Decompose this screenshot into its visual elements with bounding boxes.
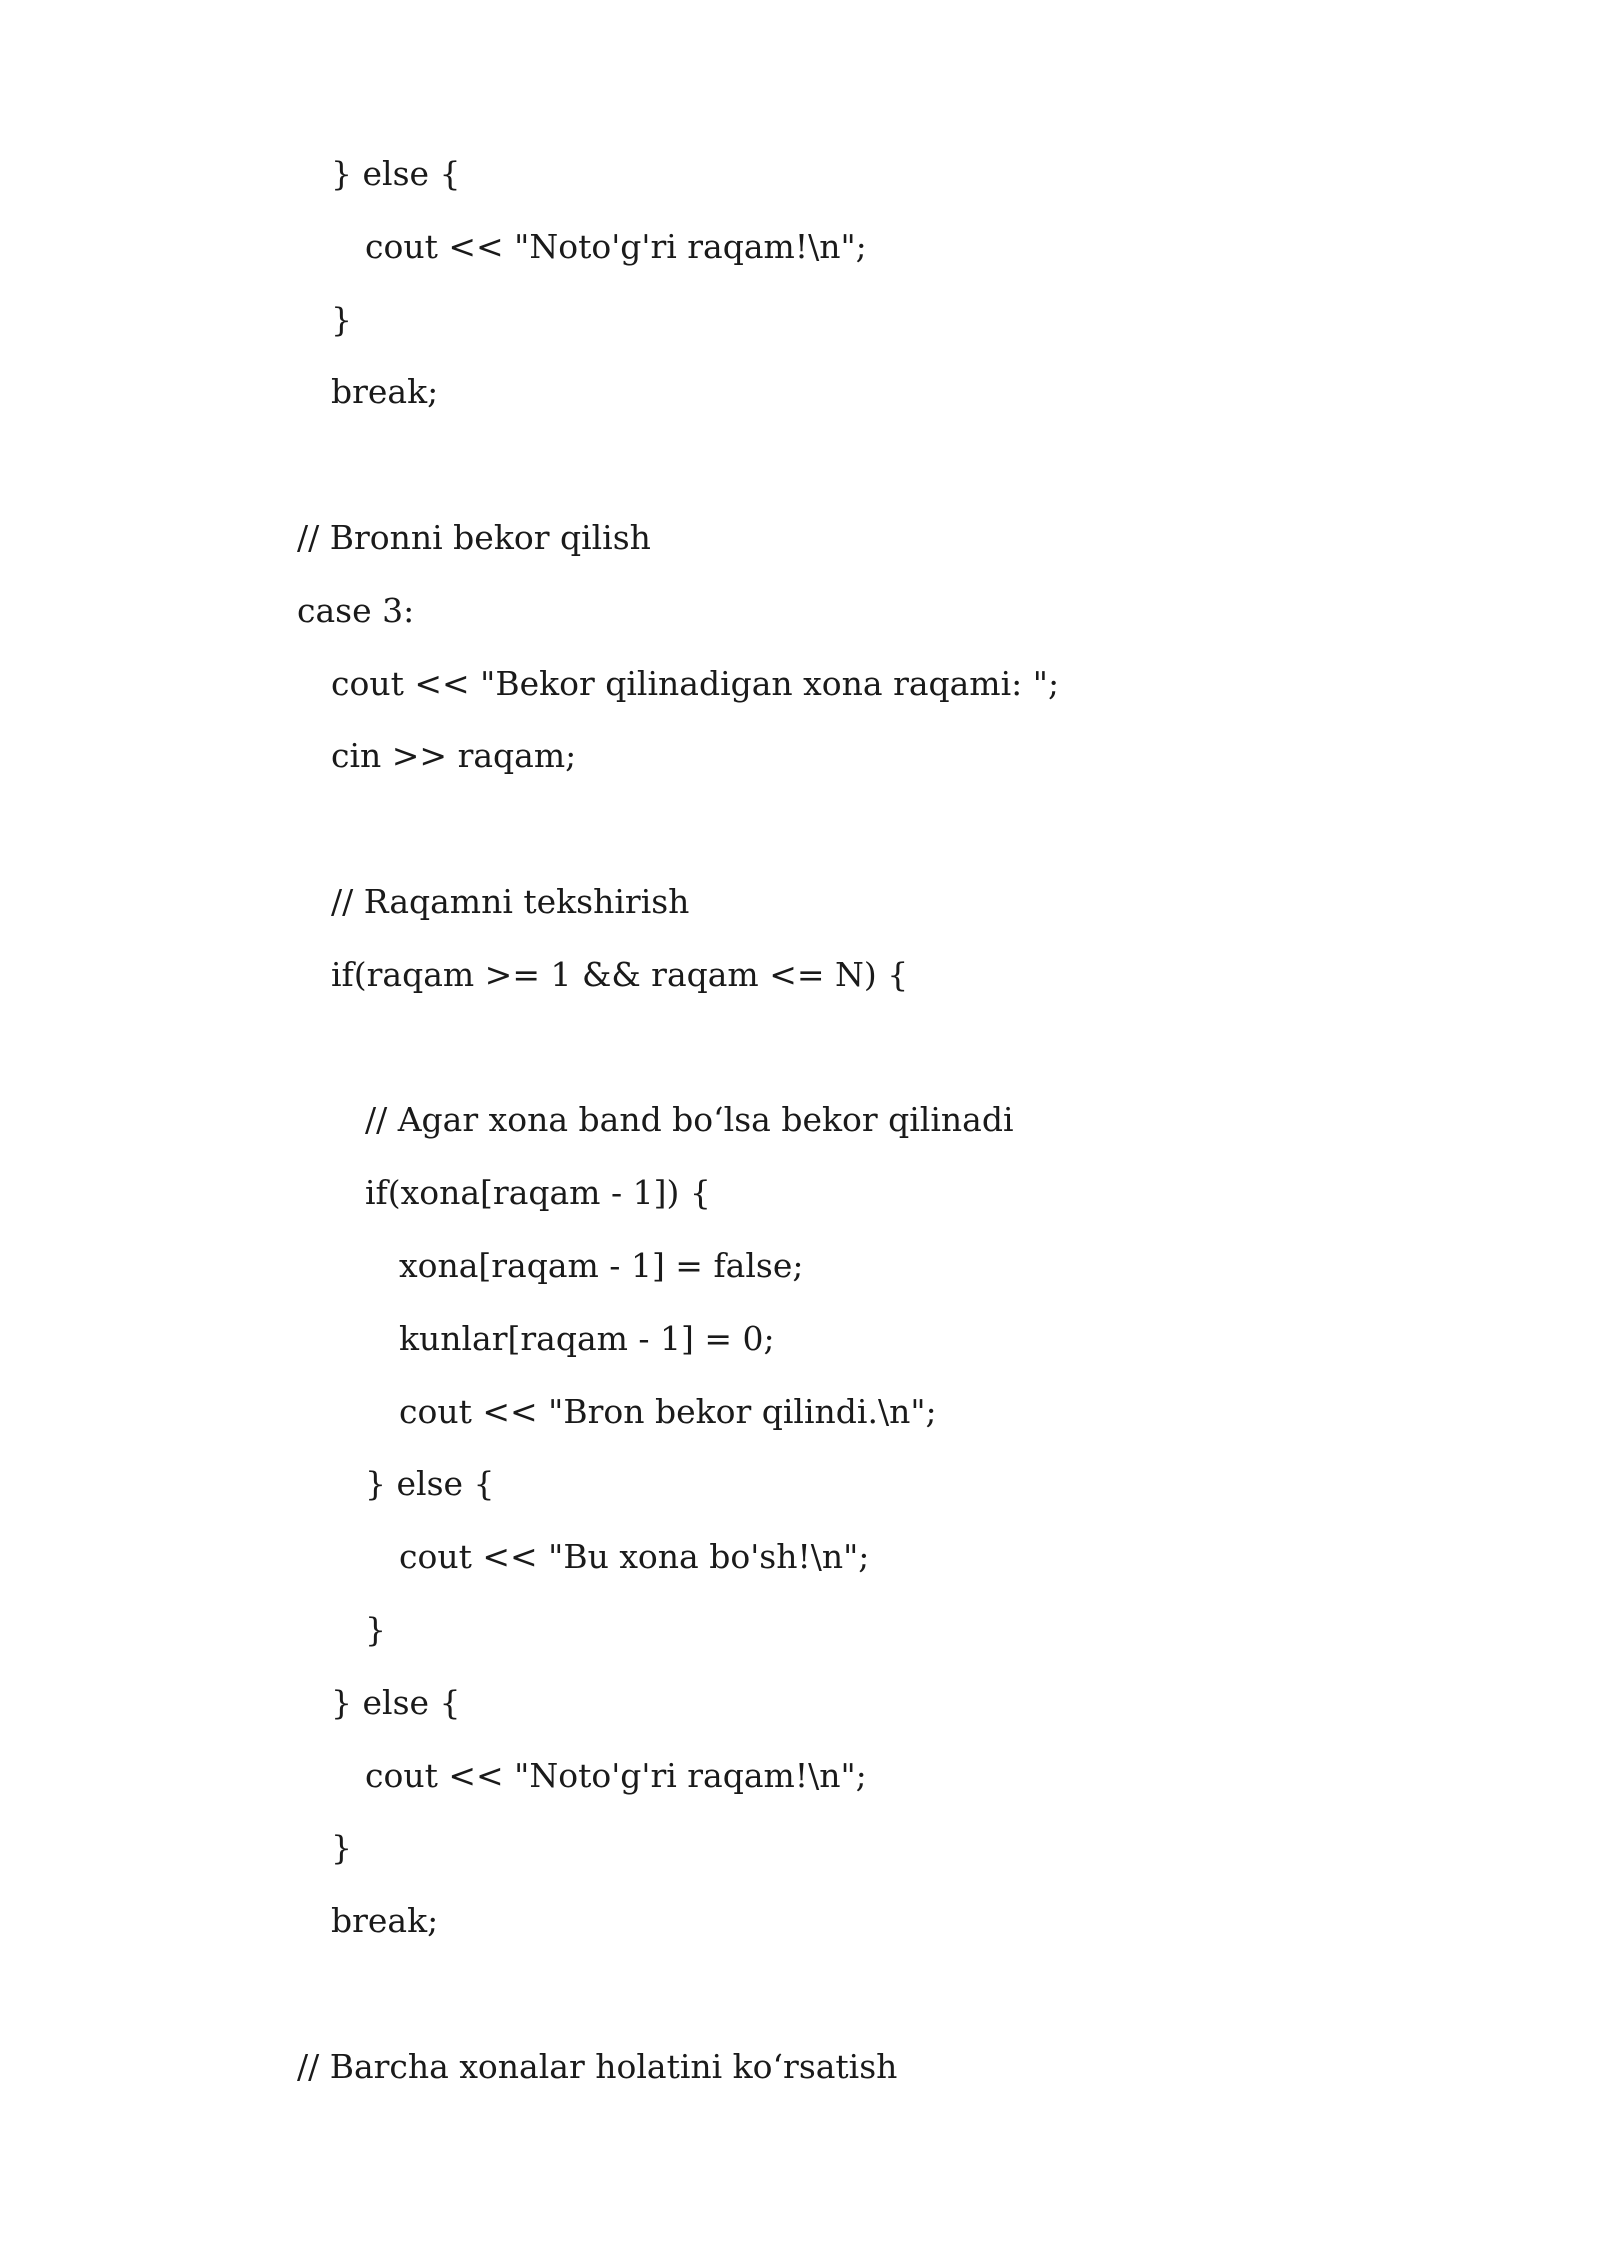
- code-line: break;: [331, 1901, 439, 1941]
- code-line: cin >> raqam;: [331, 736, 577, 776]
- code-line: if(xona[raqam - 1]) {: [365, 1173, 711, 1213]
- code-comment: // Barcha xonalar holatini ko‘rsatish: [297, 2046, 898, 2086]
- code-comment: // Agar xona band bo‘lsa bekor qilinadi: [365, 1100, 1014, 1140]
- code-comment: // Bronni bekor qilish: [297, 517, 651, 557]
- code-line: } else {: [331, 1682, 461, 1722]
- code-line: cout << "Noto'g'ri raqam!\n";: [365, 226, 867, 266]
- code-line: kunlar[raqam - 1] = 0;: [399, 1318, 775, 1358]
- code-line: cout << "Bu xona bo'sh!\n";: [399, 1537, 870, 1577]
- code-line: }: [331, 299, 352, 339]
- blank-line: [297, 439, 1059, 512]
- code-line: } else {: [365, 1464, 495, 1504]
- code-line: xona[raqam - 1] = false;: [399, 1245, 804, 1285]
- blank-line: [297, 803, 1059, 876]
- code-line: cout << "Bekor qilinadigan xona raqami: ";: [331, 663, 1060, 703]
- code-line: break;: [331, 372, 439, 412]
- code-line: cout << "Bron bekor qilindi.\n";: [399, 1391, 937, 1431]
- code-comment: // Raqamni tekshirish: [331, 881, 690, 921]
- code-line: if(raqam >= 1 && raqam <= N) {: [331, 954, 909, 994]
- code-line: }: [331, 1828, 352, 1868]
- code-line: } else {: [331, 154, 461, 193]
- code-line: cout << "Noto'g'ri raqam!\n";: [365, 1755, 867, 1795]
- code-line: case 3:: [297, 590, 415, 630]
- blank-line: [297, 1022, 1059, 1095]
- code-line: }: [365, 1609, 386, 1649]
- blank-line: [297, 1968, 1059, 2041]
- code-listing: [297, 148, 1059, 2114]
